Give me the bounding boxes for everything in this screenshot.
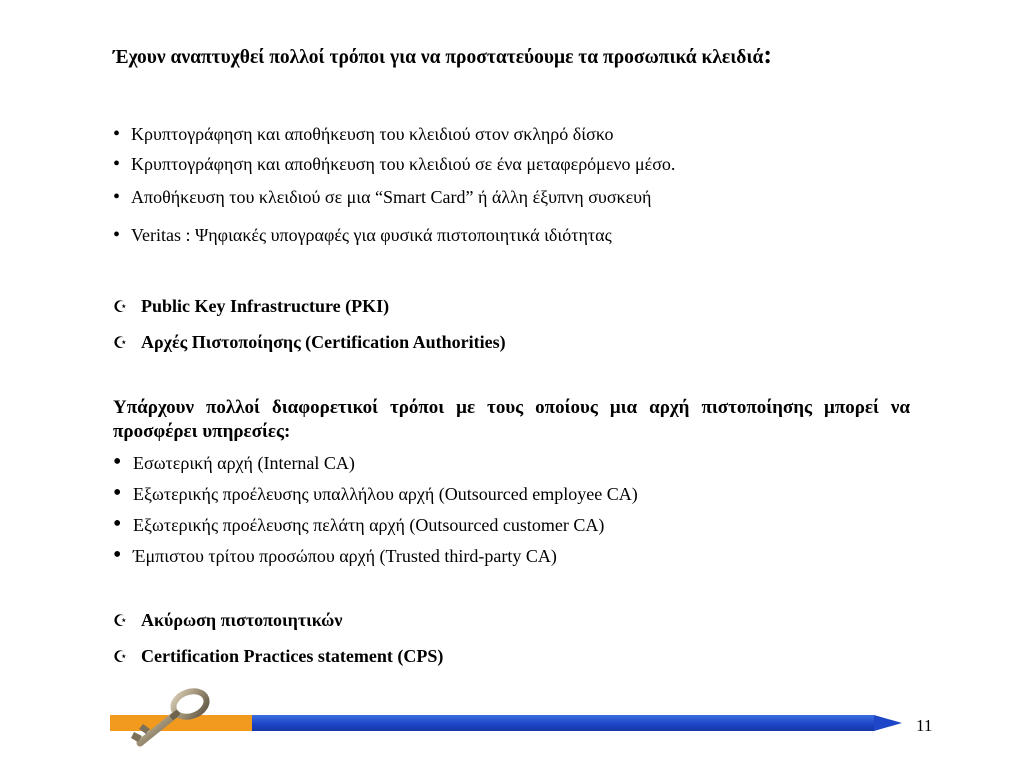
intro-text: Έχουν αναπτυχθεί πολλοί τρόποι για να προστατεύουμε τα προσωπικά κλειδιά [113,47,764,68]
crescent-star-icon: ☪ [113,333,128,352]
bullet-icon: • [113,224,121,246]
heading-text: Αρχές Πιστοποίησης (Certification Authorities) [141,332,506,352]
heading-pki [113,294,389,319]
list-item-text: Εξωτερικής προέλευσης πελάτη αρχή (Outsourced customer CA) [133,515,605,535]
list-item-text: Έμπιστου τρίτου προσώπου αρχή (Trusted third-party CA) [133,546,557,566]
crescent-star-icon: ☪ [113,611,128,630]
crescent-star-icon: ☪ [113,647,128,666]
bullet-icon: • [113,449,122,475]
list-item-text: Εξωτερικής προέλευσης υπαλλήλου αρχή (Outsourced employee CA) [133,484,638,504]
list-item-text: Κρυπτογράφηση και αποθήκευση του κλειδιού σε ένα μεταφερόμενο μέσο. [131,154,676,174]
heading-cps [113,644,443,669]
heading-text: Ακύρωση πιστοποιητικών [141,610,343,630]
key-icon [128,688,218,750]
list-item-text: Κρυπτογράφηση και αποθήκευση του κλειδιού στον σκληρό δίσκο [131,124,614,144]
list-item [113,544,557,567]
list-item-text: Veritas : Ψηφιακές υπογραφές για φυσικά πιστοποιητικά ιδιότητας [131,225,612,245]
list-item [113,123,614,145]
footer-bar-blue [252,715,874,731]
list-item [113,482,638,505]
heading-certificate-revocation [113,608,342,633]
bullet-icon: • [113,511,122,537]
list-item-text: Εσωτερική αρχή (Internal CA) [133,453,355,473]
list-item [113,224,612,246]
intro-colon: : [763,40,773,69]
list-item [113,513,604,536]
bullet-icon: • [113,480,122,506]
services-paragraph: Υπάρχουν πολλοί διαφορετικοί τρόποι με τους οποίους μια αρχή πιστοποίησης μπορεί να προσφέρει υπηρεσίες: [113,397,910,442]
list-item [113,186,651,208]
crescent-star-icon: ☪ [113,297,128,316]
bullet-icon: • [113,123,121,145]
list-item-text: Αποθήκευση του κλειδιού σε μια “Smart Card” ή άλλη έξυπνη συσκευή [131,187,652,207]
bullet-icon: • [113,186,121,208]
bullet-icon: • [113,542,122,568]
intro-paragraph [113,40,910,72]
heading-certification-authorities [113,330,506,355]
bullet-icon: • [113,153,121,175]
footer-arrow-icon [874,715,902,731]
list-item [113,451,355,474]
page-number: 11 [916,716,933,735]
list-item [113,153,675,175]
heading-text: Public Key Infrastructure (PKI) [141,296,390,316]
heading-text: Certification Practices statement (CPS) [141,646,444,666]
